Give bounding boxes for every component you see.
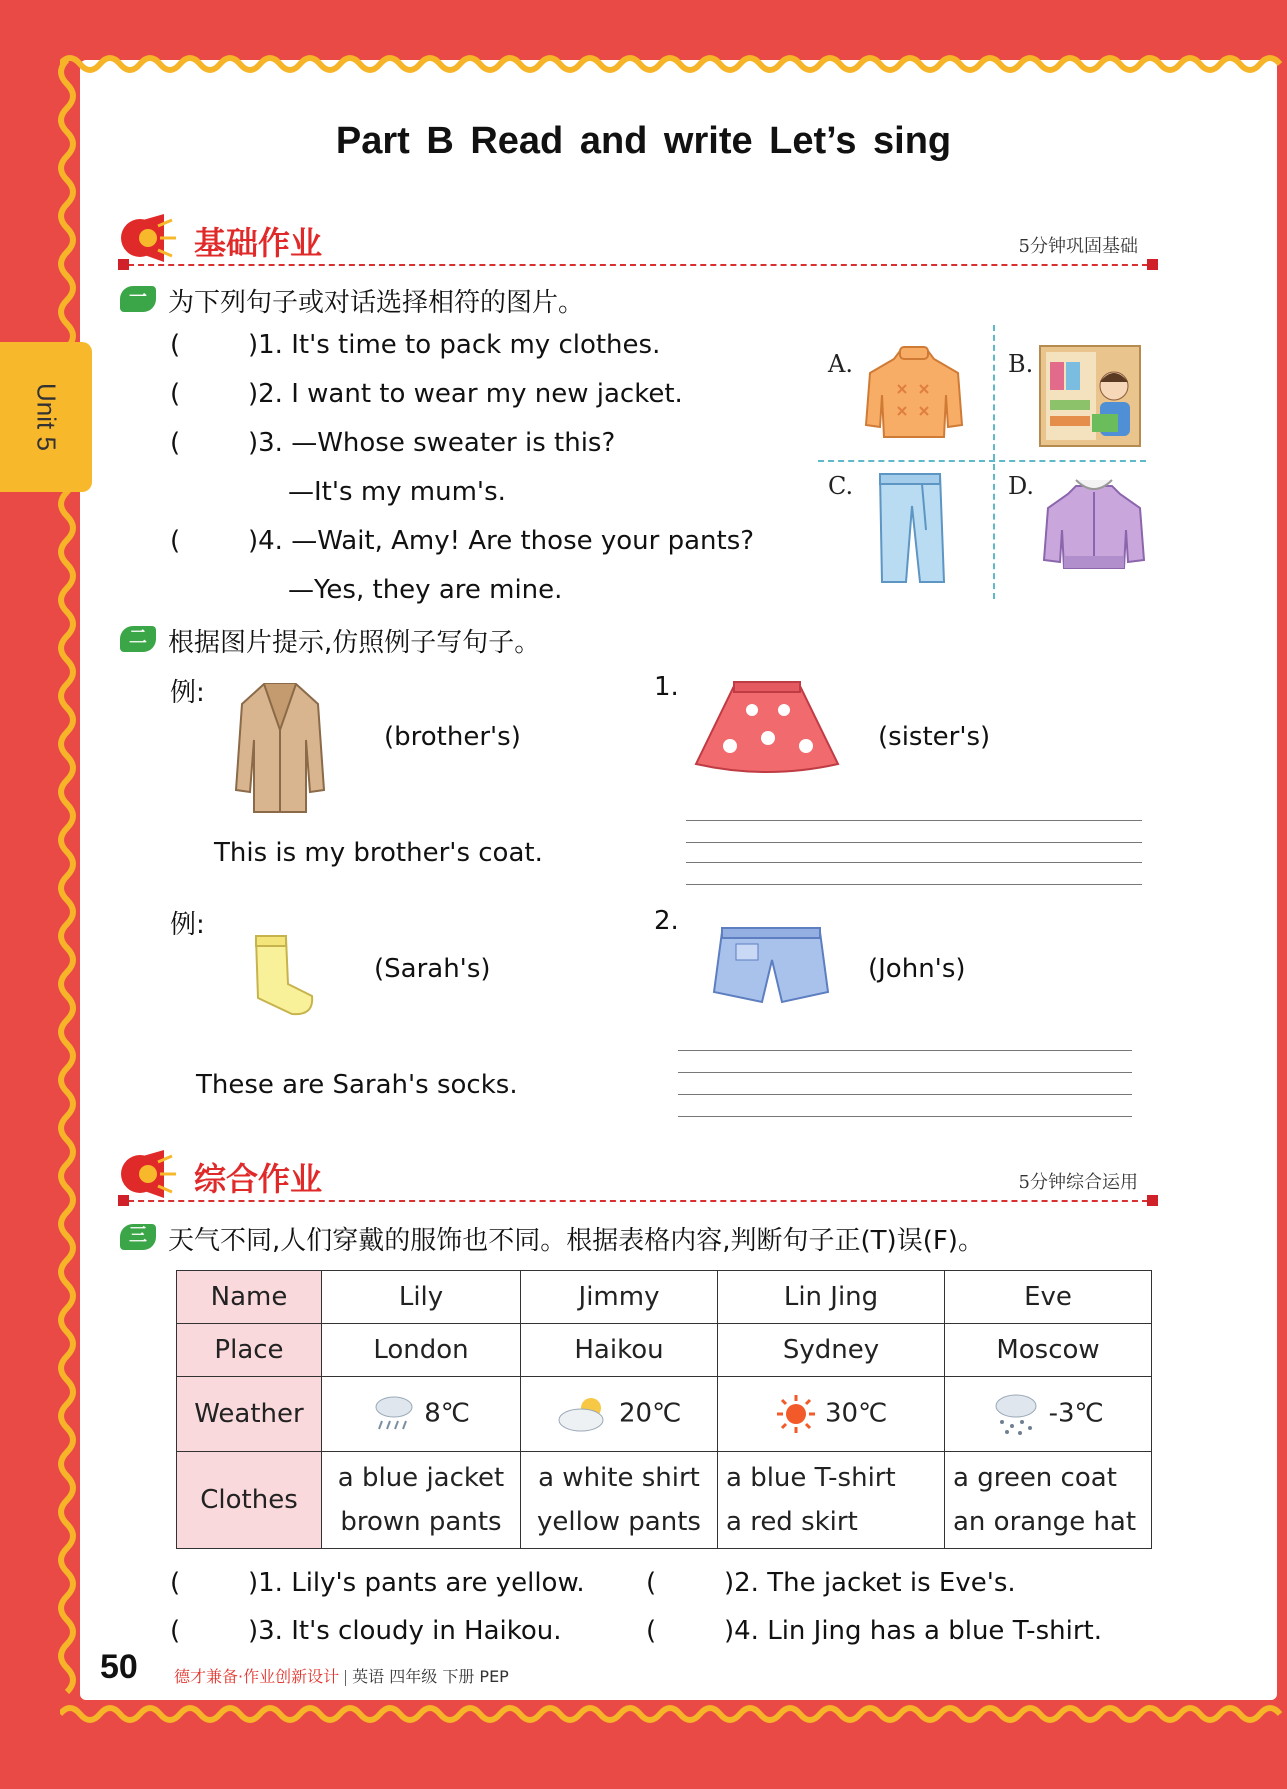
clothes-item: brown pants bbox=[340, 1507, 502, 1537]
question1-number: 1. bbox=[654, 672, 679, 702]
task-badge-3: 三 bbox=[120, 1224, 156, 1250]
example-mark: 例: bbox=[170, 678, 205, 708]
table-cell bbox=[718, 1452, 945, 1549]
footer-brand: 德才兼备·作业创新设计 bbox=[174, 1667, 340, 1686]
task3-question-4: ( )4. Lin Jing has a blue T-shirt. bbox=[646, 1616, 1102, 1646]
table-row bbox=[177, 1377, 1152, 1452]
table-cell: Lin Jing bbox=[718, 1271, 945, 1324]
task3-question-1: ( )1. Lily's pants are yellow. bbox=[170, 1568, 585, 1598]
clothes-item: a white shirt bbox=[538, 1463, 700, 1493]
footer-subject: 英语 bbox=[352, 1667, 385, 1686]
task1-instruction: 为下列句子或对话选择相符的图片。 bbox=[168, 288, 585, 318]
unit-tab[interactable] bbox=[0, 342, 92, 492]
footer-info bbox=[174, 1664, 509, 1687]
task1-item-3-reply: —It's my mum's. bbox=[288, 477, 506, 507]
option-label-a: A. bbox=[828, 350, 853, 378]
writing-line[interactable] bbox=[686, 884, 1142, 885]
table-header-place: Place bbox=[177, 1324, 322, 1377]
table-header-name: Name bbox=[177, 1271, 322, 1324]
task1-item-1: ( )1. It's time to pack my clothes. bbox=[170, 330, 661, 360]
table-cell: London bbox=[322, 1324, 521, 1377]
table-cell bbox=[322, 1377, 521, 1452]
task3-question-3: ( )3. It's cloudy in Haikou. bbox=[170, 1616, 562, 1646]
socks-icon bbox=[242, 934, 316, 1018]
table-header-clothes: Clothes bbox=[177, 1452, 322, 1549]
temperature: 30℃ bbox=[824, 1398, 888, 1429]
coat-icon bbox=[234, 680, 326, 816]
option-label-d: D. bbox=[1008, 472, 1035, 500]
table-cell: Eve bbox=[945, 1271, 1152, 1324]
table-cell bbox=[521, 1452, 718, 1549]
wavy-border-top bbox=[60, 50, 1287, 78]
temperature: -3℃ bbox=[1048, 1398, 1104, 1429]
page-title: Part B Read and write Let’s sing bbox=[335, 120, 952, 162]
clothes-item: an orange hat bbox=[953, 1507, 1137, 1537]
section-note: 5分钟综合运用 bbox=[1018, 1172, 1138, 1193]
wavy-border-bottom bbox=[60, 1700, 1287, 1728]
example2-answer: These are Sarah's socks. bbox=[196, 1070, 518, 1100]
sun-icon bbox=[775, 1393, 817, 1435]
task-badge-1: 一 bbox=[120, 286, 156, 312]
rule-dot bbox=[118, 1195, 129, 1206]
table-cell bbox=[521, 1377, 718, 1452]
writing-line[interactable] bbox=[686, 820, 1142, 821]
cloudy-icon bbox=[557, 1394, 611, 1434]
weather-table bbox=[176, 1270, 1152, 1549]
table-row bbox=[177, 1271, 1152, 1324]
wavy-border-left bbox=[52, 60, 82, 1710]
clothes-item: a blue jacket bbox=[337, 1463, 505, 1493]
section-label: 综合作业 bbox=[194, 1160, 323, 1198]
table-cell bbox=[718, 1377, 945, 1452]
rain-cloud-icon bbox=[372, 1393, 416, 1435]
snow-cloud-icon bbox=[992, 1392, 1040, 1436]
section-note: 5分钟巩固基础 bbox=[1018, 236, 1138, 257]
pants-icon bbox=[872, 470, 948, 586]
option-grid-divider bbox=[818, 460, 1146, 462]
example1-answer: This is my brother's coat. bbox=[214, 838, 543, 868]
boy-packing-wardrobe-icon bbox=[1036, 342, 1144, 448]
writing-line[interactable] bbox=[678, 1094, 1132, 1095]
task1-item-4: ( )4. —Wait, Amy! Are those your pants? bbox=[170, 526, 755, 556]
clothes-item: a red skirt bbox=[726, 1507, 858, 1537]
table-cell bbox=[945, 1377, 1152, 1452]
task3-instruction: 天气不同,人们穿戴的服饰也不同。根据表格内容,判断句子正(T)误(F)。 bbox=[168, 1226, 984, 1256]
example2-hint: (Sarah's) bbox=[374, 954, 491, 984]
rule-dot bbox=[118, 259, 129, 270]
temperature: 8℃ bbox=[424, 1398, 470, 1429]
temperature: 20℃ bbox=[618, 1398, 682, 1429]
writing-line[interactable] bbox=[686, 862, 1142, 863]
table-header-weather: Weather bbox=[177, 1377, 322, 1452]
clothes-item: yellow pants bbox=[537, 1507, 701, 1537]
task1-item-4-reply: —Yes, they are mine. bbox=[288, 575, 563, 605]
table-cell: Lily bbox=[322, 1271, 521, 1324]
section-rule bbox=[118, 264, 1158, 266]
shorts-icon bbox=[712, 926, 830, 1008]
writing-line[interactable] bbox=[678, 1116, 1132, 1117]
footer-edition: PEP bbox=[479, 1667, 509, 1686]
section-header-basic bbox=[118, 212, 1158, 274]
table-row bbox=[177, 1452, 1152, 1549]
sweater-icon bbox=[862, 345, 966, 445]
clothes-item: a green coat bbox=[953, 1463, 1117, 1493]
skirt-icon bbox=[692, 680, 842, 776]
task1-item-2: ( )2. I want to wear my new jacket. bbox=[170, 379, 683, 409]
task-badge-2: 二 bbox=[120, 626, 156, 652]
option-label-b: B. bbox=[1008, 350, 1034, 378]
footer-volume: 下册 bbox=[442, 1667, 475, 1686]
clothes-item: a blue T-shirt bbox=[726, 1463, 896, 1493]
task1-item-3: ( )3. —Whose sweater is this? bbox=[170, 428, 616, 458]
table-cell bbox=[945, 1452, 1152, 1549]
question2-hint: (John's) bbox=[868, 954, 966, 984]
jacket-icon bbox=[1042, 476, 1146, 572]
section-header-comprehensive bbox=[118, 1148, 1158, 1210]
table-row bbox=[177, 1324, 1152, 1377]
rule-dot bbox=[1147, 259, 1158, 270]
section-label: 基础作业 bbox=[194, 224, 323, 262]
task3-question-2: ( )2. The jacket is Eve's. bbox=[646, 1568, 1016, 1598]
writing-line[interactable] bbox=[678, 1050, 1132, 1051]
example1-hint: (brother's) bbox=[384, 722, 521, 752]
rule-dot bbox=[1147, 1195, 1158, 1206]
option-grid-divider bbox=[993, 325, 995, 599]
table-cell: Sydney bbox=[718, 1324, 945, 1377]
question1-hint: (sister's) bbox=[878, 722, 991, 752]
table-cell bbox=[322, 1452, 521, 1549]
page-number: 50 bbox=[100, 1648, 138, 1686]
question2-number: 2. bbox=[654, 906, 679, 936]
table-cell: Haikou bbox=[521, 1324, 718, 1377]
writing-line[interactable] bbox=[678, 1072, 1132, 1073]
table-cell: Jimmy bbox=[521, 1271, 718, 1324]
footer-grade: 四年级 bbox=[389, 1667, 438, 1686]
writing-line[interactable] bbox=[686, 842, 1142, 843]
option-label-c: C. bbox=[828, 472, 854, 500]
section-rule bbox=[118, 1200, 1158, 1202]
table-cell: Moscow bbox=[945, 1324, 1152, 1377]
task2-instruction: 根据图片提示,仿照例子写句子。 bbox=[168, 628, 541, 658]
unit-tab-label: Unit 5 bbox=[31, 383, 62, 451]
example-mark: 例: bbox=[170, 910, 205, 940]
